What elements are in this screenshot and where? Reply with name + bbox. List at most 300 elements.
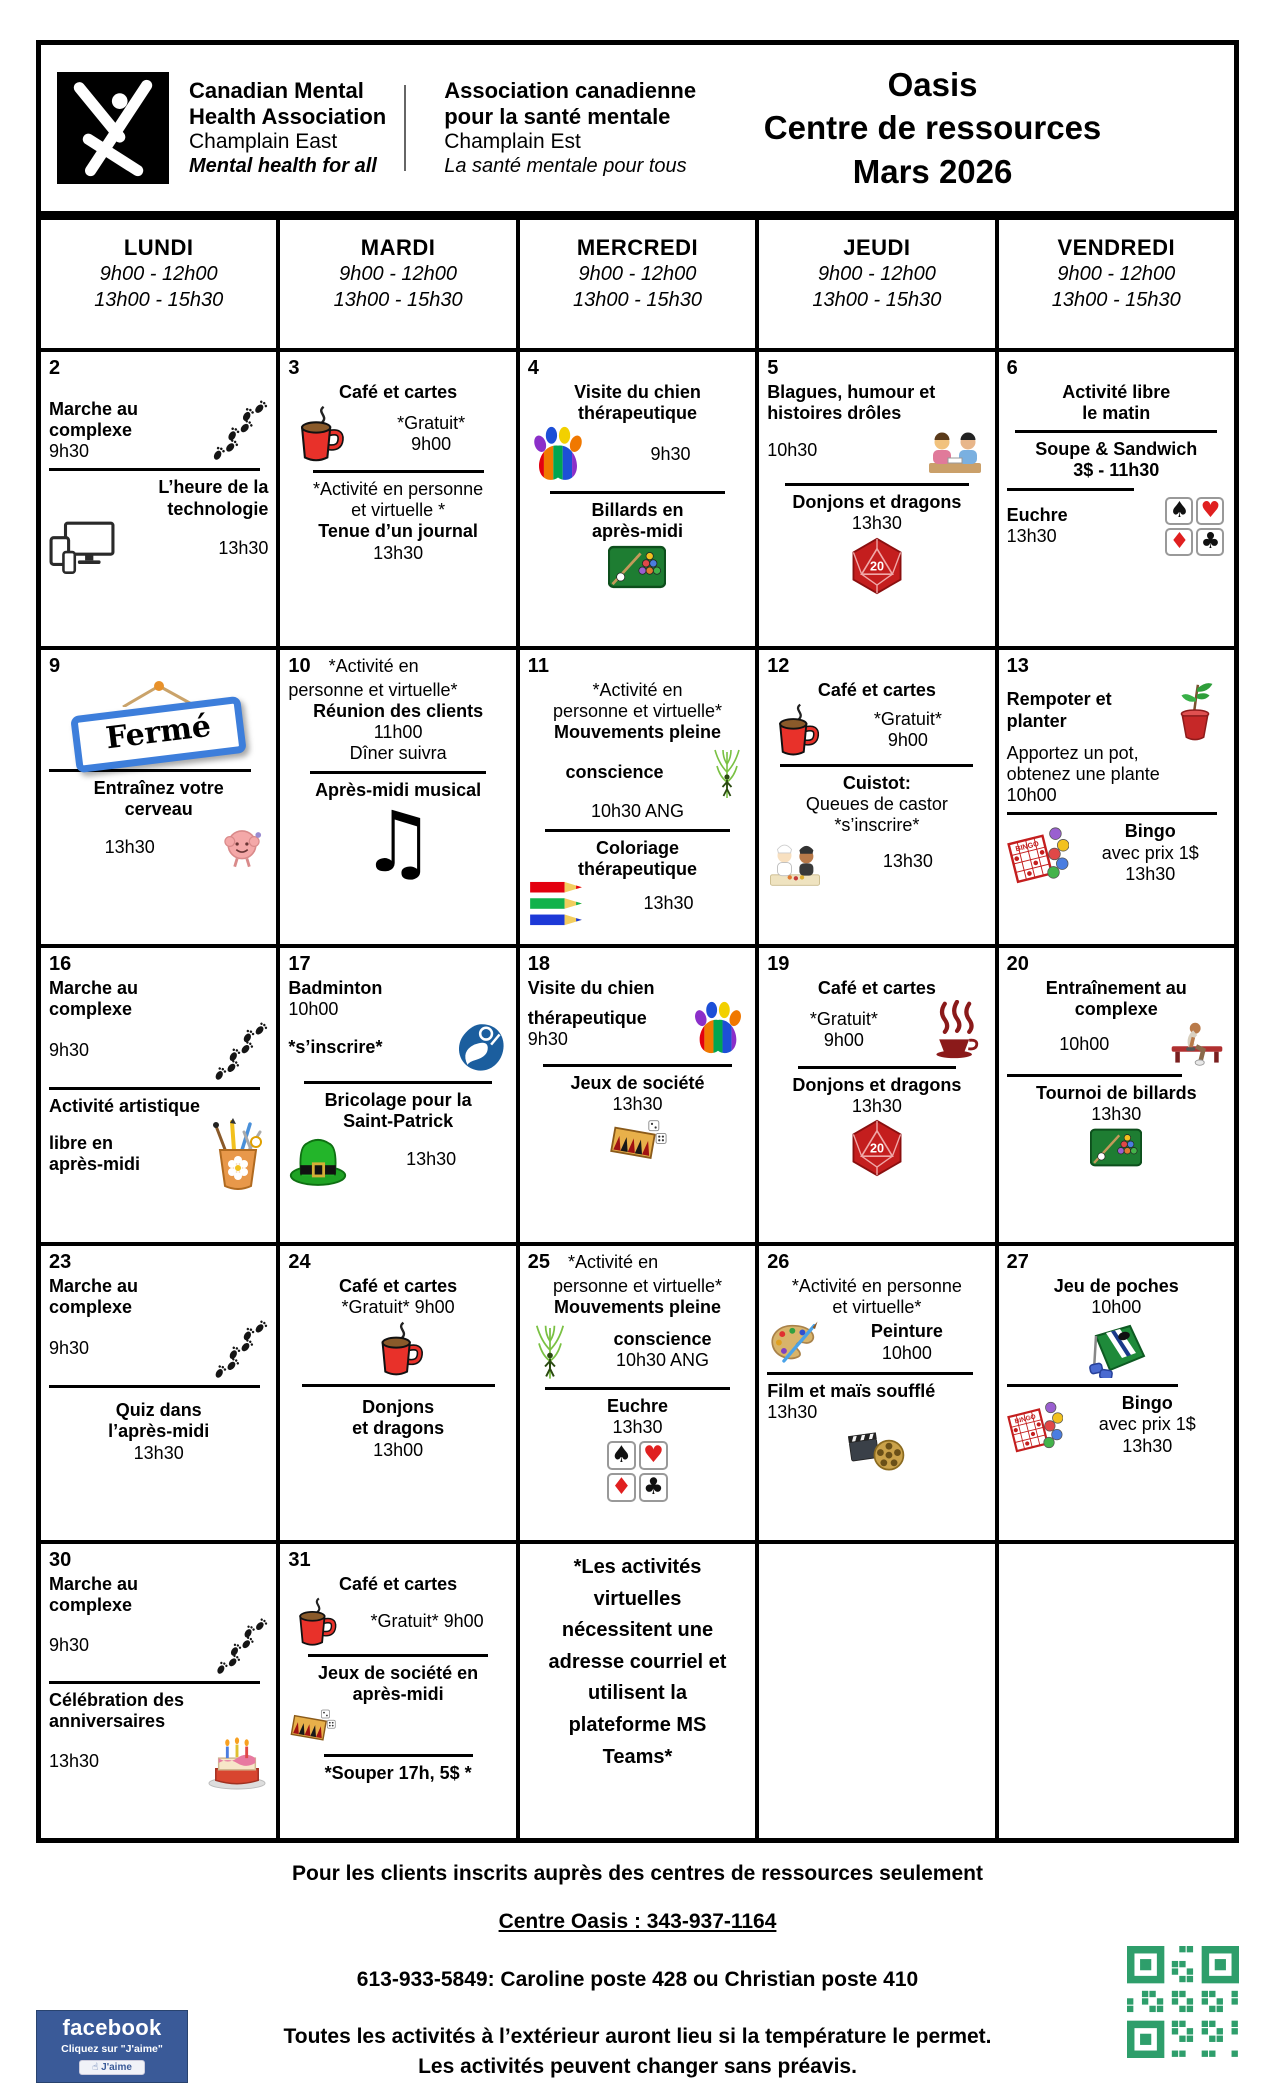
activity-text: Activité artistique [49, 1096, 201, 1117]
activity-text: Coloriage [595, 837, 679, 858]
org-en-tagline: Mental health for all [189, 154, 377, 177]
activity-group [49, 1118, 268, 1190]
activity-text: obtenez une plante [1006, 763, 1160, 784]
bingo-icon [1007, 822, 1069, 884]
activity-text: adresse courriel et [548, 1650, 727, 1673]
activity-text: *Gratuit* [809, 1008, 878, 1029]
activity-text: 9h30 [49, 1635, 90, 1656]
footer-phone-alt: 613-933-5849: Caroline poste 428 ou Christian poste 410 [356, 1968, 919, 1991]
closed-sign-label: Fermé [103, 708, 213, 757]
day-name: VENDREDI [1057, 235, 1176, 260]
footprints-icon [210, 1617, 268, 1675]
date-row [1007, 1251, 1226, 1275]
plant-icon [1164, 680, 1226, 742]
activity-text: *Gratuit* 9h00 [370, 1611, 484, 1632]
day-cell-6 [997, 350, 1236, 648]
icon-row [528, 1117, 747, 1168]
footer [36, 1862, 1239, 2083]
activity-text: Réunion des clients [313, 700, 484, 721]
activity-text: 10h30 ANG [615, 1350, 710, 1371]
cell-divider [1007, 1074, 1183, 1077]
brain-icon [216, 822, 268, 874]
activity-text: cerveau [124, 799, 193, 820]
org-fr-line: pour la santé mentale [444, 103, 671, 129]
activity-text: avec prix 1$ [1101, 842, 1199, 863]
cell-divider [798, 1066, 956, 1069]
activity-text: 9h30 [49, 1040, 90, 1061]
day-cell-empty [997, 1542, 1236, 1840]
cell-divider [1015, 430, 1217, 433]
date-number: 24 [288, 1251, 311, 1273]
date-number: 25 [527, 1251, 551, 1273]
day-hours-am: 9h00 - 12h00 [99, 263, 218, 285]
activity-text: Soupe & Sandwich [1035, 439, 1198, 460]
date-number: 10 [288, 655, 311, 677]
cell-divider [545, 829, 729, 832]
activity-text: 10h00 [1091, 1296, 1142, 1317]
activity-text: Marche au [49, 398, 139, 419]
date-row [1007, 953, 1226, 977]
date-row [767, 357, 986, 381]
day-cell-27 [997, 1244, 1236, 1542]
activity-text: Activité libre [1062, 381, 1171, 402]
backgammon-icon [607, 1117, 667, 1168]
activity-text: 10h00 [1059, 1033, 1110, 1054]
activity-text: avec prix 1$ [1098, 1414, 1196, 1435]
activity-text: 9h30 [527, 1028, 568, 1049]
date-row [528, 1549, 747, 1551]
activity-text: *Gratuit* [873, 708, 942, 729]
activity-text: thérapeutique [577, 402, 697, 423]
facebook-logo: facebook [62, 2015, 162, 2040]
activity-group [288, 404, 507, 464]
date-note: *Activité en [328, 656, 419, 676]
activity-text: libre en [49, 1133, 114, 1154]
activity-text: 13h30 [49, 1750, 100, 1771]
activity-text: Rempoter et [1006, 689, 1112, 710]
calendar-page [36, 40, 1239, 1843]
facebook-like-button[interactable] [79, 2060, 145, 2075]
date-number: 19 [767, 953, 790, 975]
day-name: MERCREDI [576, 235, 699, 260]
cell-divider [308, 1654, 488, 1657]
activity-text: l’après-midi [108, 1421, 210, 1442]
day-header-vendredi [997, 218, 1236, 350]
day-cell-11 [518, 648, 757, 946]
activity-text: 13h30 [767, 1402, 818, 1423]
date-number: 3 [288, 357, 300, 379]
date-number: 2 [49, 357, 61, 379]
activity-text: 11h00 [373, 722, 423, 743]
cell-divider [543, 1064, 732, 1067]
activity-text: virtuelles [593, 1587, 682, 1610]
date-row [528, 1251, 747, 1275]
day-header-lundi [39, 218, 278, 350]
day-hours-pm: 13h00 - 15h30 [1051, 289, 1181, 311]
title-centre: Centre de ressources [763, 109, 1102, 147]
activity-group [49, 1319, 268, 1379]
activity-text: Bingo [1121, 1393, 1173, 1414]
activity-text: Café et cartes [339, 1573, 458, 1594]
date-number: 4 [527, 357, 539, 379]
activity-text: Cuistot: [842, 772, 911, 793]
activity-text: anniversaires [49, 1711, 166, 1732]
activity-text: technologie [167, 498, 269, 519]
activity-text: Café et cartes [339, 381, 458, 402]
activity-text: *Gratuit* 9h00 [341, 1296, 455, 1317]
backgammon-icon [288, 1707, 336, 1748]
icon-row [1007, 1128, 1226, 1167]
footer-change-note: Les activités peuvent changer sans préavis. [418, 2055, 857, 2079]
date-row [288, 655, 507, 679]
day-header-jeudi [757, 218, 996, 350]
activity-text: 10h30 ANG [590, 801, 685, 822]
activity-text: Badminton [288, 977, 383, 998]
activity-text: complexe [49, 1296, 133, 1317]
pencils-icon [528, 881, 584, 927]
cake-icon [206, 1734, 268, 1790]
activity-text: complexe [1074, 998, 1158, 1019]
qr-code-icon [1127, 1946, 1239, 2058]
activity-text: *Activité en personne [791, 1275, 962, 1296]
date-number: 23 [49, 1251, 72, 1273]
activity-text: et virtuelle * [351, 500, 446, 521]
date-number: 26 [767, 1251, 790, 1273]
day-cell-9 [39, 648, 278, 946]
activity-text: nécessitent une [561, 1619, 714, 1642]
activity-text: Entraînez votre [93, 778, 224, 799]
day-cell-18 [518, 946, 757, 1244]
date-number: 27 [1006, 1251, 1029, 1273]
day-hours-am: 9h00 - 12h00 [339, 263, 458, 285]
date-row [288, 953, 507, 977]
activity-text: thérapeutique [577, 858, 697, 879]
spacer [49, 382, 268, 398]
date-note: *Activité en [568, 1252, 659, 1272]
day-cell-26 [757, 1244, 996, 1542]
day-hours-pm: 13h00 - 15h30 [333, 289, 463, 311]
activity-text: Café et cartes [817, 679, 936, 700]
org-fr-line: Association canadienne [444, 77, 697, 103]
day-cell-empty [757, 1542, 996, 1840]
day-hours-am: 9h00 - 12h00 [1057, 263, 1176, 285]
cell-divider [767, 1372, 973, 1375]
activity-text: Apportez un pot, [1006, 742, 1139, 763]
activity-text: 13h30 [612, 1417, 663, 1438]
activity-text: le matin [1082, 402, 1151, 423]
day-hours-am: 9h00 - 12h00 [817, 263, 936, 285]
activity-group [767, 425, 986, 477]
activity-text: 10h00 [288, 998, 339, 1019]
org-block-en [189, 78, 386, 178]
activity-text: Donjons [362, 1397, 435, 1418]
activity-group [49, 1617, 268, 1675]
org-block-fr [444, 78, 696, 178]
date-number: 18 [527, 953, 551, 975]
svg-text:20: 20 [869, 1141, 884, 1156]
facebook-badge[interactable] [36, 2010, 188, 2083]
activity-text: Marche au [49, 1573, 139, 1594]
activity-text: L’heure de la [158, 477, 269, 498]
activity-text: Marche au [49, 977, 139, 998]
cell-divider [304, 1081, 493, 1084]
activity-text: 13h30 [851, 513, 902, 534]
day-cell-31 [278, 1542, 517, 1840]
activity-text: plateforme MS [568, 1713, 707, 1736]
activity-group [767, 702, 986, 758]
activity-text: 13h30 [373, 542, 424, 563]
cell-divider [49, 1385, 260, 1388]
activity-text: *s’inscrire* [834, 815, 920, 836]
cell-divider [550, 491, 726, 494]
activity-text: Film et maïs soufflé [767, 1381, 936, 1402]
activity-group [528, 1000, 747, 1058]
activity-text: 13h30 [133, 1442, 184, 1463]
icon-row [528, 545, 747, 589]
cell-divider [302, 1384, 495, 1387]
cell-divider [324, 1754, 473, 1757]
svg-text:20: 20 [869, 559, 884, 574]
day-cell-5 [757, 350, 996, 648]
svg-text:BINGO: BINGO [1014, 838, 1040, 854]
activity-group [528, 744, 747, 800]
activity-text: 9h00 [887, 729, 928, 750]
footprints-icon [208, 1021, 268, 1081]
date-row [49, 1251, 268, 1275]
cell-divider [545, 1387, 729, 1390]
badminton-icon [454, 1021, 508, 1075]
page-title [696, 63, 1224, 194]
like-label: J'aime [101, 2062, 132, 2073]
activity-text: 13h30 [1125, 863, 1176, 884]
activity-group [1007, 497, 1226, 556]
day-cell-30 [39, 1542, 278, 1840]
date-row [528, 357, 747, 381]
cell-divider [1007, 1384, 1178, 1387]
date-row [49, 1549, 268, 1573]
activity-text: Jeux de société en [318, 1662, 479, 1683]
cell-divider [785, 483, 969, 486]
devices-icon [49, 521, 115, 577]
activity-text: 10h00 [1006, 785, 1057, 806]
header [36, 40, 1239, 218]
day-name: LUNDI [123, 235, 194, 260]
day-cell-20 [997, 946, 1236, 1244]
card-suits-icon: ♠ ♥ ♦ ♣ [1164, 497, 1226, 556]
date-row [288, 1549, 507, 1573]
cell-divider [49, 1087, 260, 1090]
activity-text: 9h30 [650, 444, 691, 465]
date-row [767, 1549, 986, 1551]
activity-text: Quiz dans [115, 1400, 202, 1421]
red-mug-icon [288, 404, 348, 464]
activity-text: 13h30 [851, 1096, 902, 1117]
activity-text: Blagues, humour et [767, 381, 936, 402]
activity-text: utilisent la [588, 1682, 687, 1705]
activity-text: thérapeutique [527, 1007, 647, 1028]
date-number: 5 [767, 357, 779, 379]
activity-text: 10h30 [767, 440, 818, 461]
music-note-icon: ♫ [360, 792, 436, 891]
activity-text: *Souper 17h, 5$ * [324, 1763, 472, 1784]
cell-divider [780, 764, 973, 767]
bench-icon [1168, 1021, 1226, 1068]
activity-text: conscience [565, 761, 664, 782]
activity-text: Mouvements pleine [553, 722, 722, 743]
activity-text: Visite du chien [527, 977, 655, 998]
activity-text: 9h30 [49, 441, 90, 462]
activity-text: complexe [49, 419, 133, 440]
date-row [1007, 655, 1226, 679]
date-number: 6 [1006, 357, 1018, 379]
day-cell-16 [39, 946, 278, 1244]
day-header-mercredi [518, 218, 757, 350]
activity-group [49, 1734, 268, 1790]
activity-text: Célébration des [49, 1690, 185, 1711]
activity-text: Café et cartes [817, 977, 936, 998]
org-fr-tagline: La santé mentale pour tous [444, 154, 687, 177]
day-header-mardi [278, 218, 517, 350]
org-en-line: Champlain East [189, 129, 338, 153]
activity-text: 13h30 [406, 1149, 457, 1170]
day-cell-3 [278, 350, 517, 648]
activity-text: Teams* [602, 1745, 673, 1768]
activity-text: 9h00 [411, 433, 452, 454]
header-divider [404, 85, 406, 171]
activity-text: après-midi [49, 1154, 141, 1175]
cell-divider [49, 1681, 260, 1684]
activity-text: Billards en [591, 500, 684, 521]
activity-text: Après-midi musical [315, 779, 482, 800]
date-row [767, 1251, 986, 1275]
green-hat-icon [288, 1134, 348, 1187]
icon-row [288, 1707, 507, 1748]
day-hours-pm: 13h00 - 15h30 [572, 289, 702, 311]
activity-text: 10h00 [881, 1342, 932, 1363]
activity-text: *Gratuit* [397, 412, 466, 433]
activity-group [288, 1021, 507, 1075]
activity-group [528, 1319, 747, 1381]
rainbow-paw-icon [528, 425, 588, 485]
icon-row [767, 1426, 986, 1474]
activity-group [767, 838, 986, 887]
icon-row [767, 1119, 986, 1177]
icon-row [528, 1441, 747, 1502]
cell-divider [49, 468, 260, 471]
activity-text: Jeux de société [570, 1072, 705, 1093]
date-number: 9 [49, 655, 61, 677]
icon-row [288, 1320, 507, 1378]
date-number: 20 [1006, 953, 1029, 975]
red-mug-icon [288, 1596, 340, 1648]
activity-text: 3$ - 11h30 [1073, 460, 1160, 481]
activity-text: Donjons et dragons [792, 492, 962, 513]
activity-text: personne et virtuelle* [552, 700, 723, 721]
day-cell-empty [518, 1542, 757, 1840]
activity-text: *Les activités [573, 1556, 702, 1578]
date-row [49, 655, 268, 679]
activity-text: Tournoi de billards [1035, 1083, 1197, 1104]
svg-text:BINGO: BINGO [1013, 1413, 1037, 1426]
rainbow-paw-icon [689, 1000, 747, 1058]
activity-text: Visite du chien [574, 381, 701, 402]
yoga-icon [707, 744, 747, 800]
day-hours-pm: 13h00 - 15h30 [94, 289, 224, 311]
activity-text: *s’inscrire* [288, 1037, 383, 1058]
day-hours-pm: 13h00 - 15h30 [812, 289, 942, 311]
date-number: 17 [288, 953, 311, 975]
day-cell-12 [757, 648, 996, 946]
activity-group [767, 1000, 986, 1060]
activity-text: et dragons [352, 1418, 445, 1439]
day-cell-4 [518, 350, 757, 648]
cmha-logo-icon [57, 72, 169, 184]
activity-group [288, 1134, 507, 1187]
day-cell-25 [518, 1244, 757, 1542]
red-mug-icon [369, 1320, 427, 1378]
red-mug-icon [767, 702, 823, 758]
day-cell-10 [278, 648, 517, 946]
activity-group [49, 822, 268, 874]
day-cell-23 [39, 1244, 278, 1542]
activity-text: Bricolage pour la [324, 1090, 472, 1111]
cornhole-icon [1084, 1320, 1148, 1378]
date-row [288, 357, 507, 381]
palette-icon [767, 1319, 821, 1366]
d20-icon [848, 537, 906, 595]
date-row [528, 953, 747, 977]
footprints-icon [206, 399, 268, 461]
activity-text: 13h30 [882, 851, 933, 872]
activity-group [49, 521, 268, 577]
activity-text: 9h00 [823, 1029, 864, 1050]
activity-group [1007, 1393, 1226, 1457]
film-icon [848, 1426, 906, 1474]
art-supplies-icon [204, 1118, 268, 1190]
activity-group [1007, 1021, 1226, 1068]
cell-divider [1007, 488, 1134, 491]
activity-text: après-midi [591, 521, 683, 542]
activity-text: Dîner suivra [349, 743, 447, 764]
bingo-icon [1007, 1397, 1063, 1453]
date-number: 13 [1006, 655, 1029, 677]
activity-text: après-midi [352, 1684, 444, 1705]
footer-weather-note: Toutes les activités à l’extérieur auront lieu si la température le permet. [283, 2025, 992, 2048]
activity-text: histoires drôles [767, 402, 902, 423]
activity-group [49, 399, 268, 463]
cell-divider [310, 771, 486, 774]
cell-divider [1007, 812, 1218, 815]
date-row [1007, 1549, 1226, 1551]
icon-row [288, 792, 507, 891]
activity-text: Bingo [1124, 821, 1176, 842]
chat-people-icon [923, 425, 987, 477]
date-number: 16 [49, 953, 72, 975]
activity-text: complexe [49, 998, 133, 1019]
activity-text: 13h00 [373, 1439, 424, 1460]
chefs-icon [767, 838, 823, 887]
activity-text: 13h30 [104, 837, 155, 858]
thumb-icon: ☝ [92, 2062, 99, 2073]
billiards-icon [1090, 1128, 1142, 1167]
org-en-line: Health Association [189, 103, 387, 129]
date-number: 30 [49, 1549, 72, 1571]
activity-group [1007, 680, 1226, 742]
activity-text: Marche au [49, 1275, 139, 1296]
activity-text: Café et cartes [339, 1275, 458, 1296]
activity-group [288, 1596, 507, 1648]
footprints-icon [208, 1319, 268, 1379]
